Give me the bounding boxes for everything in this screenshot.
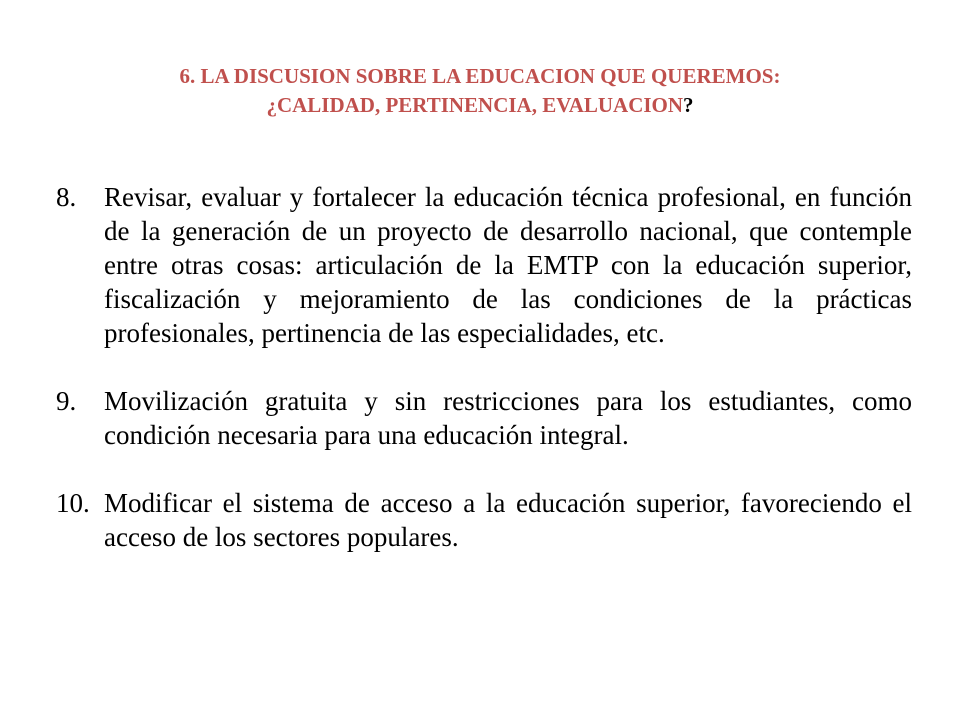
list-item-number: 10.	[56, 488, 90, 518]
list-item-9	[56, 384, 912, 452]
title-question-mark: ?	[683, 93, 694, 117]
list-item-text: Modificar el sistema de acceso a la educación superior, favoreciendo el acceso de los sectores populares.	[104, 488, 912, 552]
title-line-1: 6. LA DISCUSION SOBRE LA EDUCACION QUE QUEREMOS:	[179, 64, 781, 88]
list-item-number: 8.	[56, 182, 77, 212]
list-item-8	[56, 180, 912, 350]
list-item-text: Revisar, evaluar y fortalecer la educación técnica profesional, en función de la generación de un proyecto de desarrollo nacional, que contemple entre otras cosas: articulación de la EMTP con la educación superior, fiscalización y mejoramiento de las condiciones de la prácticas profesionales, pertinencia de las especialidades, etc.	[104, 182, 912, 348]
list-item-10	[56, 486, 912, 554]
list-item-number: 9.	[56, 386, 77, 416]
title-line-2-text: ¿CALIDAD, PERTINENCIA, EVALUACION	[266, 93, 684, 117]
list-item-text: Movilización gratuita y sin restricciones para los estudiantes, como condición necesaria para una educación integral.	[104, 386, 912, 450]
title-line-2	[60, 91, 900, 120]
slide-title	[60, 62, 900, 120]
numbered-list	[56, 180, 912, 588]
